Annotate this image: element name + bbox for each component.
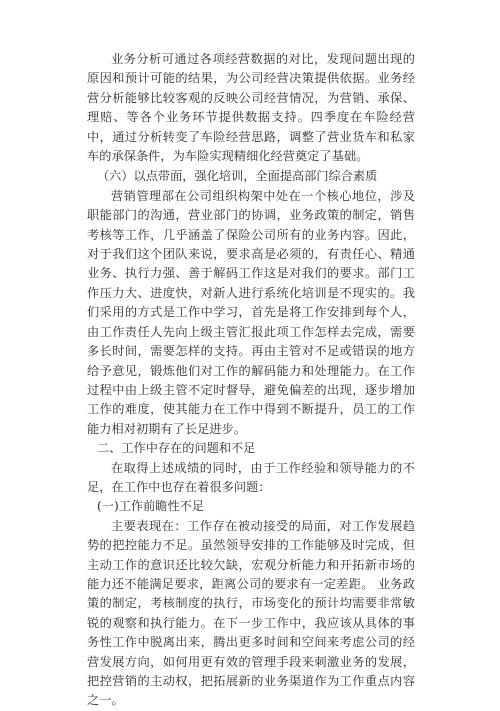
section-heading-foresight: (一)工作前瞻性不足 — [97, 499, 205, 514]
section-heading-problems: 二、工作中存在的问题和不足 — [97, 441, 256, 456]
paragraph-foresight-details: 主要表现在：工作存在被动接受的局面，对工作发展趋势的把控能力不足。虽然领导安排的工作能够及时完成，但主动工作的意识还比较欠缺，宏观分析能力和开拓新市场的能力还不能满足要求，距离公司的要求有一定差距。 业务政策的制定，考核制度的执行，市场变化的预计均需要非常敏锐的观察和执行能力。在下一步工作中，我应该从具体的事务性工作中脱离出来，腾出更多时间和空间来考虑公司的经营发展方向，如何用更有效的管理手段来刺激业务的发展，把控营销的主动权，把拓展新的业务渠道作为工作重点内容之一。 — [87, 518, 415, 708]
document-body — [87, 50, 415, 711]
paragraph-business-analysis: 业务分析可通过各项经营数据的对比，发现问题出现的原因和预计可能的结果，为公司经营决策提供依据。业务经营分析能够比较客观的反映公司经营情况，为营销、承保、理赔、等各个业务环节提供数据支持。四季度在车险经营中，通过分析转变了车险经营思路，调整了营业货车和私家车的承保条件，为车险实现精细化经营奠定了基础。 — [87, 52, 415, 164]
paragraph-problems-intro: 在取得上述成绩的同时，由于工作经验和领导能力的不足，在工作中也存在着很多问题： — [87, 460, 415, 494]
section-heading-training: （六）以点带面，强化培训，全面提高部门综合素质 — [97, 169, 378, 184]
paragraph-marketing-management: 营销管理部在公司组织构架中处在一个核心地位，涉及职能部门的沟通，营业部门的协调，业务政策的制定，销售考核等工作，几乎涵盖了保险公司所有的业务内容。因此，对于我们这个团队来说，要求高是必须的，有责任心、精通业务、执行力强、善于解码工作这是对我们的要求。部门工作压力大、进度快，对新人进行系统化培训是不现实的。我们采用的方式是工作中学习，首先是将工作安排到每个人，由工作责任人先向上级主管汇报此项工作怎样去完成，需要多长时间，需要怎样的支持。再由主管对不足或错误的地方给予意见，锻炼他们对工作的解码能力和处理能力。在工作过程中由上级主管不定时督导，避免偏差的出现，逐步增加工作的难度，使其能力在工作中得到不断提升，员工的工作能力相对初期有了长足进步。 — [87, 188, 415, 436]
